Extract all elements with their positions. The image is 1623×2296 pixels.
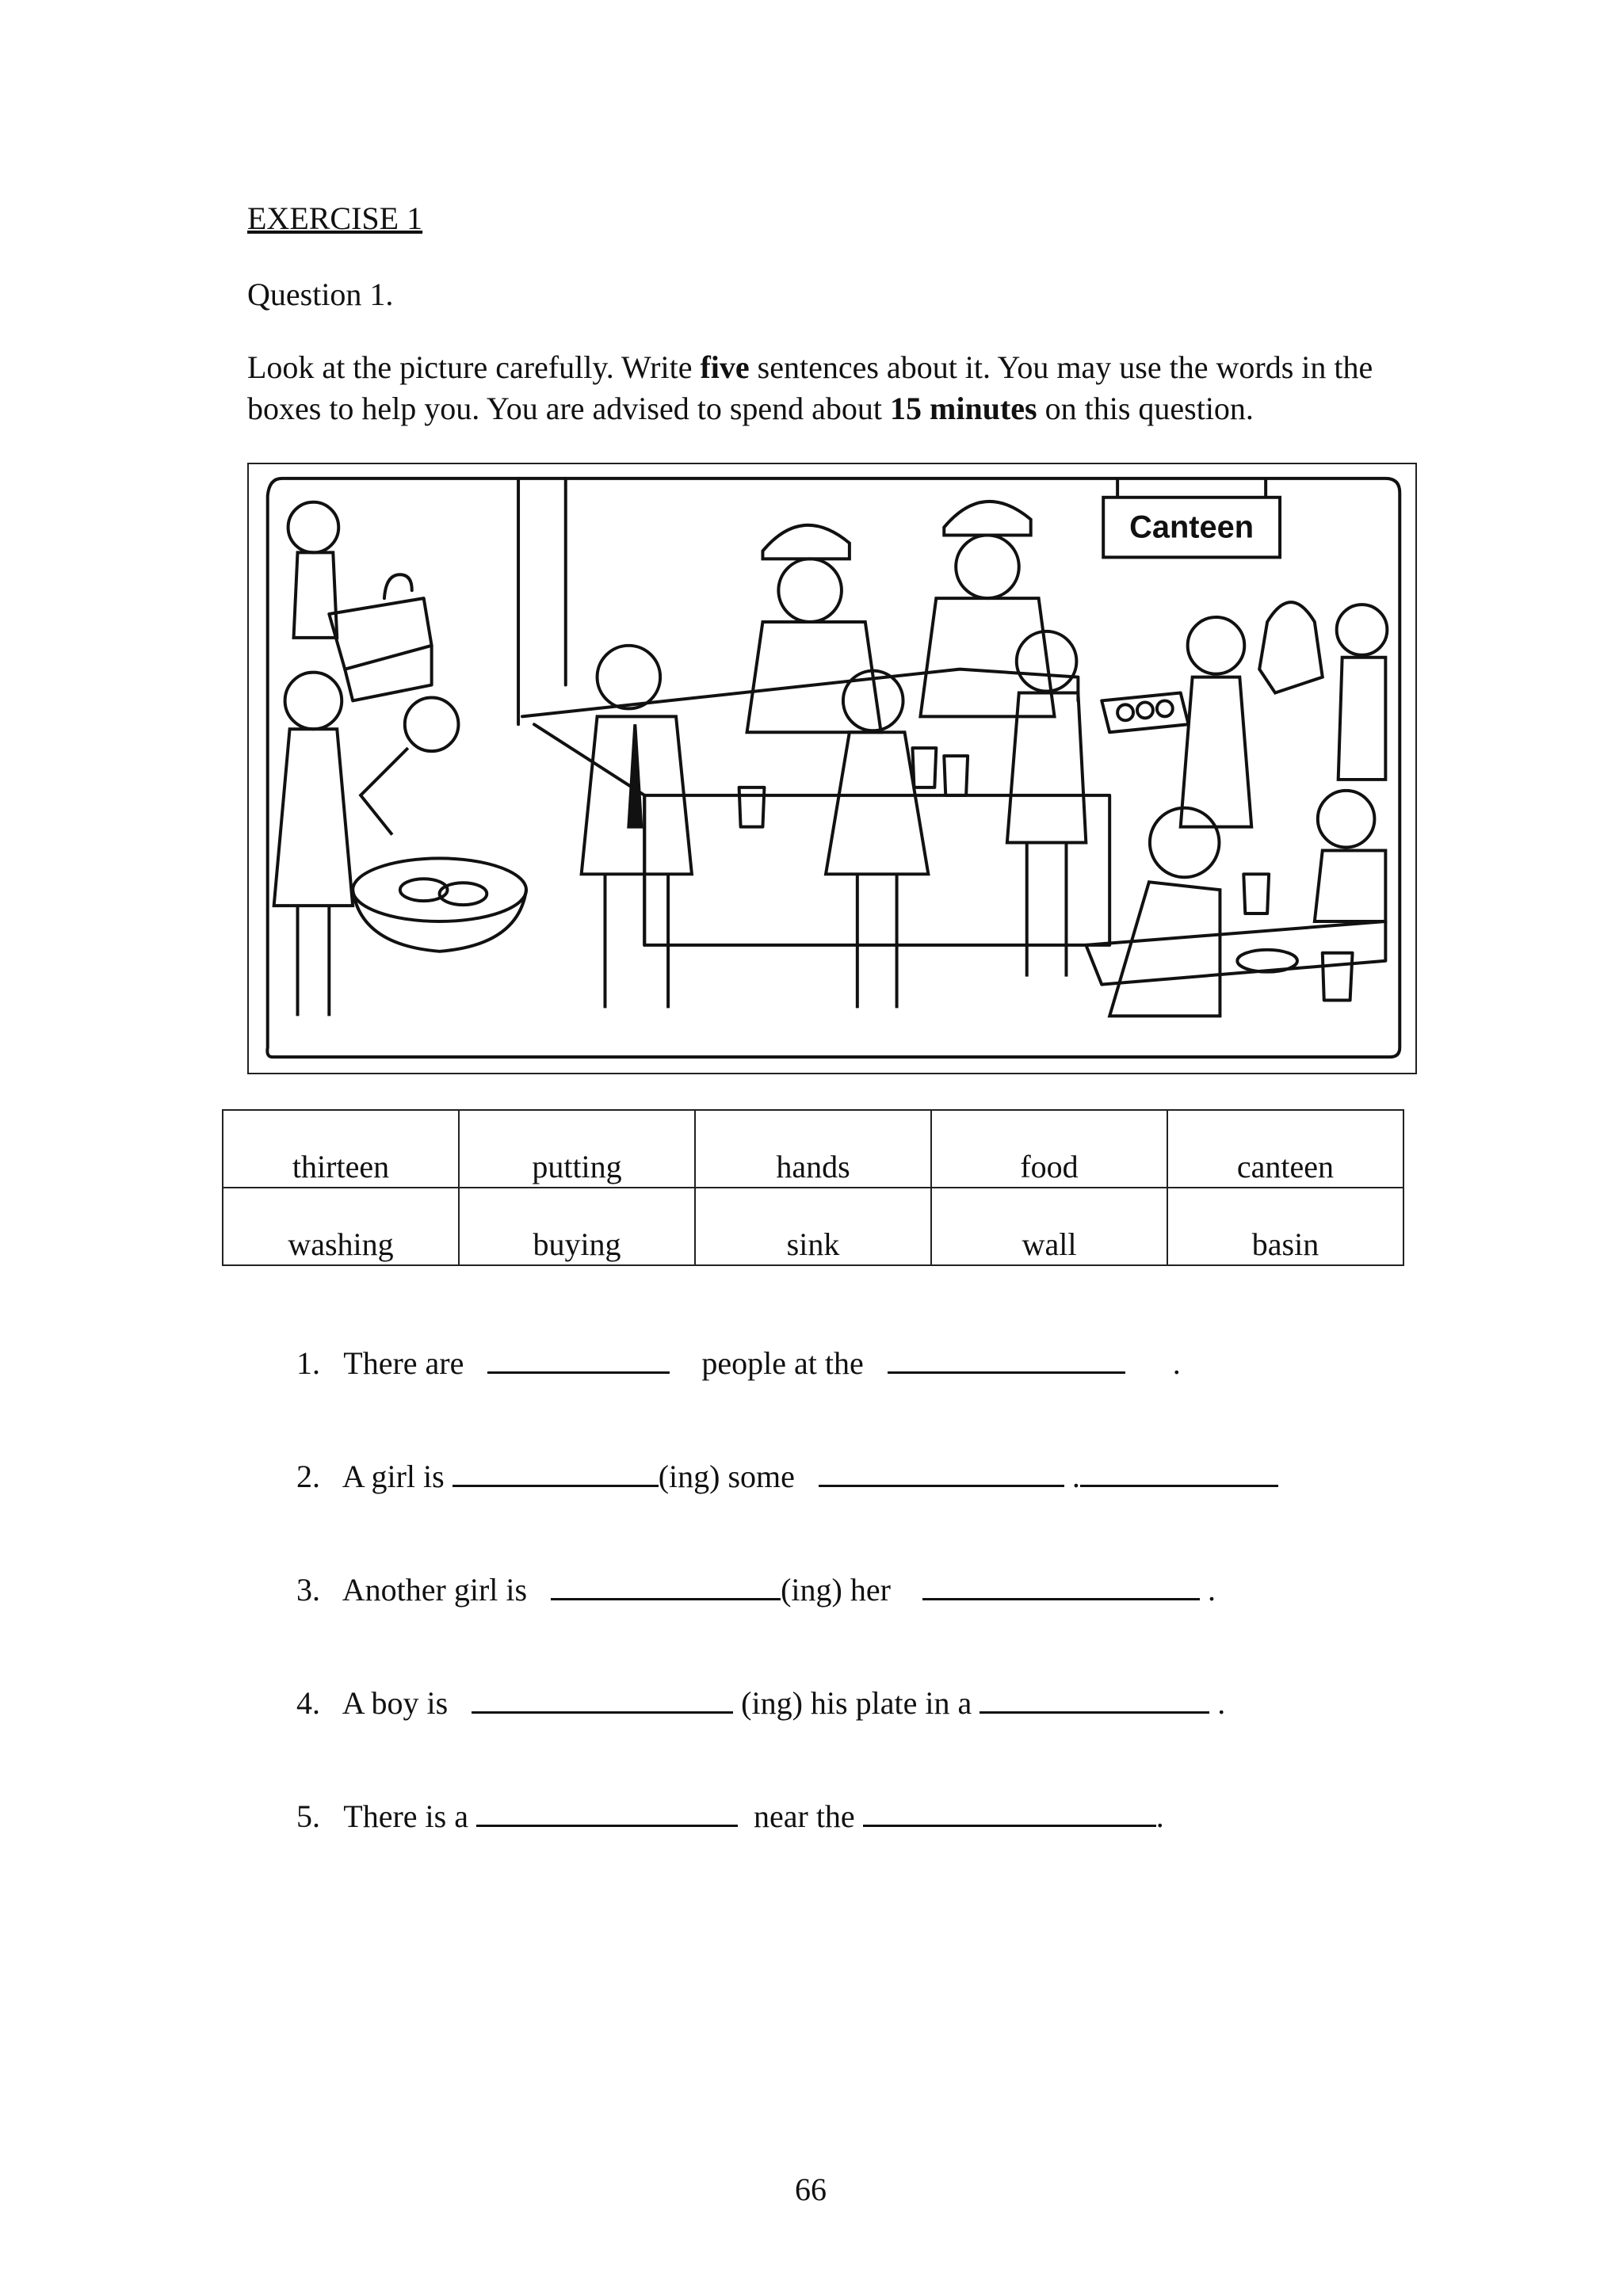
word-cell: wall	[931, 1188, 1167, 1265]
page-number: 66	[795, 2172, 827, 2207]
sentence-text: A boy is	[342, 1685, 449, 1721]
word-cell: basin	[1167, 1188, 1403, 1265]
word-cell: sink	[695, 1188, 931, 1265]
word-cell: washing	[223, 1188, 459, 1265]
sentence-text: .	[1071, 1459, 1080, 1494]
sentence-number: 2.	[296, 1459, 320, 1494]
sentence-text: .	[1155, 1798, 1164, 1834]
canteen-sign-text: Canteen	[1129, 509, 1254, 545]
sentence-text: people at the	[701, 1345, 864, 1381]
sentence-5	[296, 1798, 1164, 1835]
word-box-row	[223, 1188, 1403, 1265]
answer-blank[interactable]	[819, 1459, 1064, 1487]
sentence-number: 3.	[296, 1572, 320, 1608]
word-cell: putting	[459, 1110, 695, 1188]
sentence-text: near the	[753, 1798, 855, 1834]
answer-blank[interactable]	[453, 1459, 659, 1487]
word-cell: thirteen	[223, 1110, 459, 1188]
sentence-text: There is a	[343, 1798, 468, 1834]
question-label: Question 1.	[247, 277, 394, 312]
sentence-text: .	[1217, 1685, 1226, 1721]
question-instruction	[247, 347, 1436, 429]
sentence-text: .	[1172, 1345, 1181, 1381]
word-cell: food	[931, 1110, 1167, 1188]
word-cell: buying	[459, 1188, 695, 1265]
instruction-text: Look at the picture carefully. Write	[247, 349, 701, 385]
answer-blank[interactable]	[551, 1573, 781, 1600]
answer-blank[interactable]	[472, 1686, 733, 1714]
instruction-emphasis-count: five	[700, 349, 750, 385]
sentence-4	[296, 1684, 1225, 1722]
sentence-text: There are	[343, 1345, 464, 1381]
word-cell: hands	[695, 1110, 931, 1188]
sentence-number: 5.	[296, 1798, 320, 1834]
sentence-1	[296, 1344, 1181, 1382]
sentence-text: A girl is	[342, 1459, 445, 1494]
instruction-emphasis-time: 15 minutes	[890, 391, 1037, 426]
instruction-text: sentences about it. You may use the words in the boxes to help you. You are advised to spend about	[247, 349, 1373, 426]
canteen-scene-drawing	[249, 464, 1415, 1073]
sentence-3	[296, 1571, 1216, 1608]
canteen-illustration	[247, 463, 1417, 1074]
sentence-number: 1.	[296, 1345, 320, 1381]
sentence-text: Another girl is	[342, 1572, 528, 1608]
answer-blank[interactable]	[922, 1573, 1200, 1600]
answer-blank[interactable]	[487, 1346, 670, 1374]
answer-blank[interactable]	[980, 1686, 1209, 1714]
sentence-text: (ing) her	[781, 1572, 891, 1608]
exercise-title: EXERCISE 1	[247, 200, 423, 236]
word-box-row	[223, 1110, 1403, 1188]
answer-blank[interactable]	[888, 1346, 1125, 1374]
sentence-2	[296, 1458, 1278, 1495]
word-box-table	[222, 1109, 1404, 1266]
sentence-text: (ing) some	[658, 1459, 795, 1494]
sentence-text: (ing) his plate in a	[741, 1685, 972, 1721]
sentence-number: 4.	[296, 1685, 320, 1721]
answer-blank[interactable]	[863, 1799, 1156, 1827]
answer-blank[interactable]	[476, 1799, 738, 1827]
instruction-text: on this question.	[1037, 391, 1254, 426]
answer-blank[interactable]	[1080, 1459, 1278, 1487]
sentence-text: .	[1207, 1572, 1216, 1608]
word-cell: canteen	[1167, 1110, 1403, 1188]
